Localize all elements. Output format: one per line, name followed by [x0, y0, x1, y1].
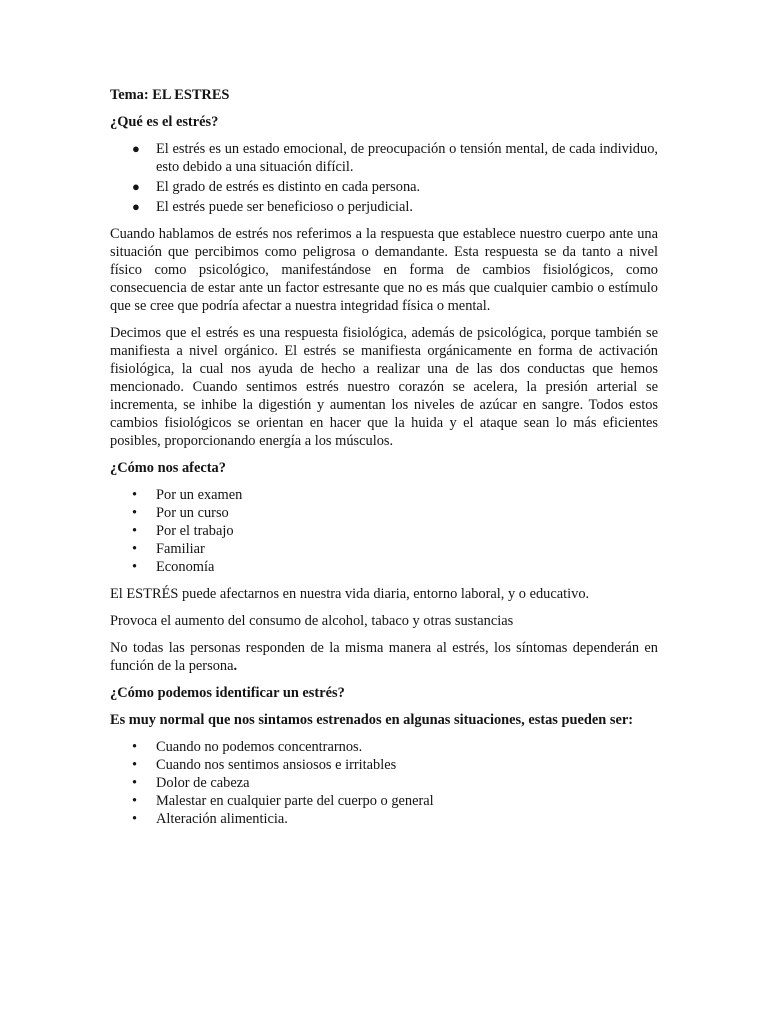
- list-item: [110, 522, 658, 540]
- list-item-text: Por un examen: [156, 487, 243, 503]
- definition-bullet-list: [110, 140, 658, 216]
- paragraph-daily-life: El ESTRÉS puede afectarnos en nuestra vida diaria, entorno laboral, y o educativo.: [110, 586, 590, 602]
- list-item: [110, 540, 658, 558]
- bullet-icon: ●: [132, 179, 140, 194]
- section-heading-what-is-stress: ¿Qué es el estrés?: [110, 114, 219, 130]
- bullet-icon: •: [132, 739, 138, 755]
- paragraph-individual-response: [110, 639, 658, 675]
- list-item-text: Por un curso: [156, 505, 229, 521]
- document-page: [110, 86, 658, 837]
- paragraph-text: No todas las personas responden de la misma manera al estrés, los síntomas dependerán en función de la persona: [110, 640, 658, 674]
- list-item-text: Malestar en cualquier parte del cuerpo o general: [156, 793, 434, 809]
- list-item-text: Cuando nos sentimos ansiosos e irritables: [156, 757, 397, 773]
- paragraph-end-mark: .: [233, 658, 238, 674]
- list-item: [110, 810, 658, 828]
- document-title: Tema: EL ESTRES: [110, 87, 230, 103]
- causes-bullet-list: [110, 486, 658, 576]
- list-item: [110, 774, 658, 792]
- list-item: [110, 178, 658, 196]
- bullet-icon: •: [132, 523, 138, 539]
- list-item: [110, 504, 658, 522]
- list-item-text: Alteración alimenticia.: [156, 811, 288, 827]
- list-item: [110, 756, 658, 774]
- list-item: [110, 486, 658, 504]
- list-item-text: El estrés puede ser beneficioso o perjudicial.: [156, 199, 413, 215]
- list-item-text: Dolor de cabeza: [156, 775, 250, 791]
- paragraph-symptoms-intro: Es muy normal que nos sintamos estrenados en algunas situaciones, estas pueden ser:: [110, 712, 634, 728]
- bullet-icon: ●: [132, 141, 140, 156]
- bullet-icon: •: [132, 793, 138, 809]
- list-item: [110, 558, 658, 576]
- bullet-icon: •: [132, 811, 138, 827]
- bullet-icon: •: [132, 487, 138, 503]
- section-heading-identify-stress: ¿Cómo podemos identificar un estrés?: [110, 685, 345, 701]
- paragraph-physiological-response: Decimos que el estrés es una respuesta fisiológica, además de psicológica, porque también se manifiesta a nivel orgánico. El estrés se manifiesta orgánicamente en forma de activación fisiológica, la cual nos ayuda de hecho a realizar una de las dos conductas que hemos mencionado. Cuando sentimos estrés nuestro corazón se acelera, la presión arterial se incrementa, se inhibe la digestión y aumentan los niveles de azúcar en sangre. Todos estos cambios fisiológicos se orientan en hacer que la huida y el ataque sean lo más eficientes posibles, proporcionando energía a los músculos.: [110, 325, 658, 449]
- list-item-text: Cuando no podemos concentrarnos.: [156, 739, 363, 755]
- paragraph-consumption: Provoca el aumento del consumo de alcohol, tabaco y otras sustancias: [110, 613, 514, 629]
- bullet-icon: •: [132, 757, 138, 773]
- list-item: [110, 792, 658, 810]
- list-item: [110, 140, 658, 176]
- section-heading-how-it-affects: ¿Cómo nos afecta?: [110, 460, 226, 476]
- bullet-icon: •: [132, 541, 138, 557]
- symptoms-bullet-list: [110, 738, 658, 828]
- list-item: [110, 738, 658, 756]
- list-item-text: Familiar: [156, 541, 205, 557]
- bullet-icon: •: [132, 505, 138, 521]
- list-item-text: El estrés es un estado emocional, de preocupación o tensión mental, de cada individuo, esto debido a una situación difícil.: [156, 141, 658, 175]
- list-item-text: Economía: [156, 559, 215, 575]
- list-item: [110, 198, 658, 216]
- bullet-icon: •: [132, 559, 138, 575]
- list-item-text: El grado de estrés es distinto en cada persona.: [156, 179, 421, 195]
- bullet-icon: •: [132, 775, 138, 791]
- list-item-text: Por el trabajo: [156, 523, 234, 539]
- paragraph-stress-response: Cuando hablamos de estrés nos referimos a la respuesta que establece nuestro cuerpo ante una situación que percibimos como peligrosa o demandante. Esta respuesta se da tanto a nivel físico como psicológico, manifestándose en forma de cambios fisiológicos, como consecuencia de estar ante un factor estresante que no es más que cualquier cambio o estímulo que se cree que podría afectar a nuestra integridad física o mental.: [110, 226, 658, 314]
- bullet-icon: ●: [132, 199, 140, 214]
